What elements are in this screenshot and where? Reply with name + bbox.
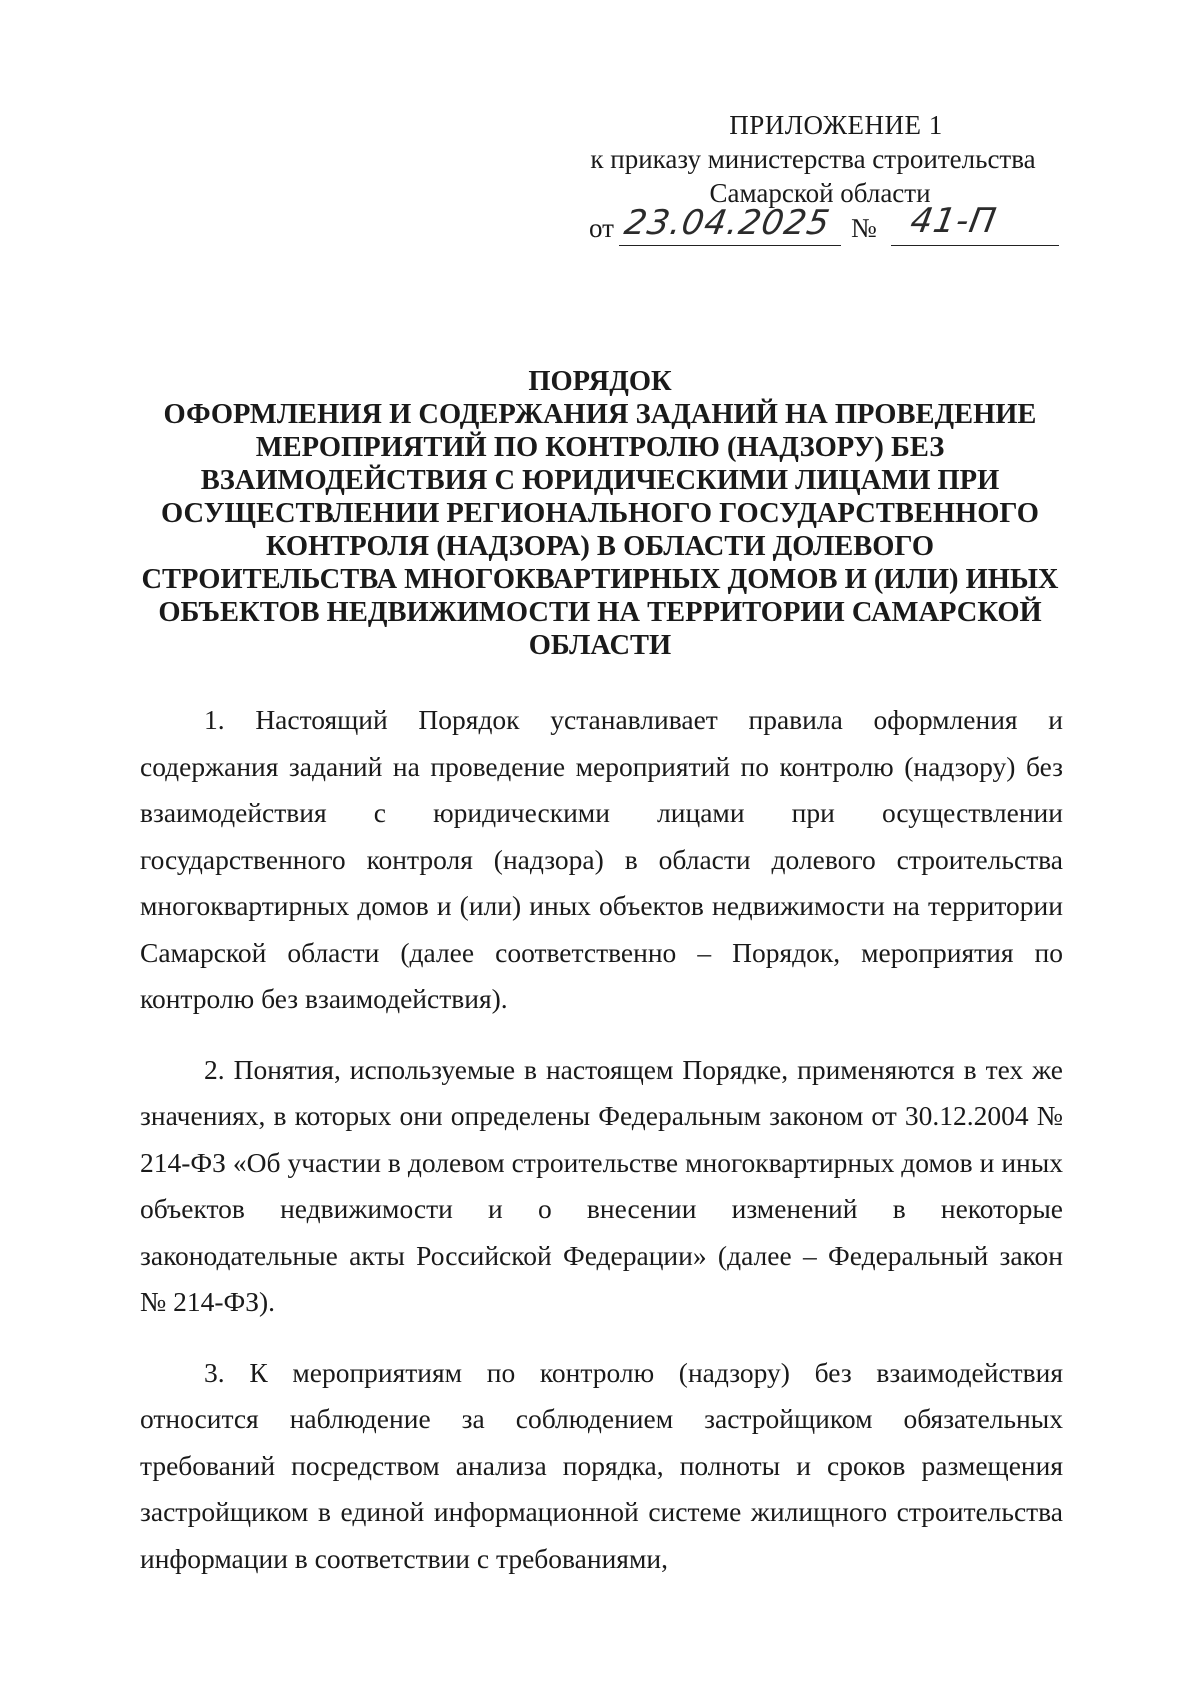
- paragraph-3: 3. К мероприятиям по контролю (надзору) без взаимодействия относится наблюдение за соблюдением застройщиком обязательных требований посредством анализа порядка, полноты и сроков размещения застройщиком в единой информационной системе жилищного строительства информации в соответствии с требованиями,: [140, 1356, 1063, 1574]
- document-body: [140, 697, 1063, 1582]
- date-prefix: от: [589, 213, 614, 243]
- paragraph-1: 1. Настоящий Порядок устанавливает правила оформления и содержания заданий на проведение мероприятий по контролю (надзору) без взаимодействия с юридическими лицами при осуществлении государственного контроля (надзора) в области долевого строительства многоквартирных домов и (или) иных объектов недвижимости на территории Самарской области (далее соответственно – Порядок, мероприятия по контролю без взаимодействия).: [140, 704, 1063, 1014]
- heading-line: СТРОИТЕЛЬСТВА МНОГОКВАРТИРНЫХ ДОМОВ И (ИЛИ) ИНЫХ: [141, 564, 1059, 595]
- number-underline: [891, 245, 1059, 246]
- heading-line: КОНТРОЛЯ (НАДЗОРА) В ОБЛАСТИ ДОЛЕВОГО: [265, 531, 935, 562]
- appendix-region: Самарской области: [709, 178, 931, 208]
- date-underline: [619, 245, 841, 246]
- appendix-order-reference: к приказу министерства строительства: [590, 144, 1036, 174]
- number-prefix: №: [851, 213, 877, 243]
- appendix-header: [560, 108, 1060, 210]
- heading-line: ОСУЩЕСТВЛЕНИИ РЕГИОНАЛЬНОГО ГОСУДАРСТВЕННОГО: [161, 498, 1039, 529]
- heading-line: ОБЪЕКТОВ НЕДВИЖИМОСТИ НА ТЕРРИТОРИИ САМАРСКОЙ: [158, 597, 1042, 628]
- heading-line: ВЗАИМОДЕЙСТВИЯ С ЮРИДИЧЕСКИМИ ЛИЦАМИ ПРИ: [200, 465, 1000, 496]
- handwritten-number: 41-П: [907, 201, 1000, 241]
- appendix-title: ПРИЛОЖЕНИЕ 1: [729, 110, 943, 140]
- order-date-number-line: [589, 201, 1059, 247]
- paragraph-2: 2. Понятия, используемые в настоящем Порядке, применяются в тех же значениях, в которых они определены Федеральным законом от 30.12.2004 № 214-ФЗ «Об участии в долевом строительстве многоквартирных домов и иных объектов недвижимости и о внесении изменений в некоторые законодательные акты Российской Федерации» (далее – Федеральный закон № 214-ФЗ).: [140, 1053, 1063, 1317]
- heading-line: ОБЛАСТИ: [528, 630, 672, 661]
- heading-line: МЕРОПРИЯТИЙ ПО КОНТРОЛЮ (НАДЗОРУ) БЕЗ: [255, 432, 945, 463]
- heading-line: ОФОРМЛЕНИЯ И СОДЕРЖАНИЯ ЗАДАНИЙ НА ПРОВЕДЕНИЕ: [163, 399, 1037, 430]
- heading-line: ПОРЯДОК: [528, 366, 672, 397]
- document-heading: [130, 365, 1070, 662]
- handwritten-date: 23.04.2025: [621, 203, 834, 243]
